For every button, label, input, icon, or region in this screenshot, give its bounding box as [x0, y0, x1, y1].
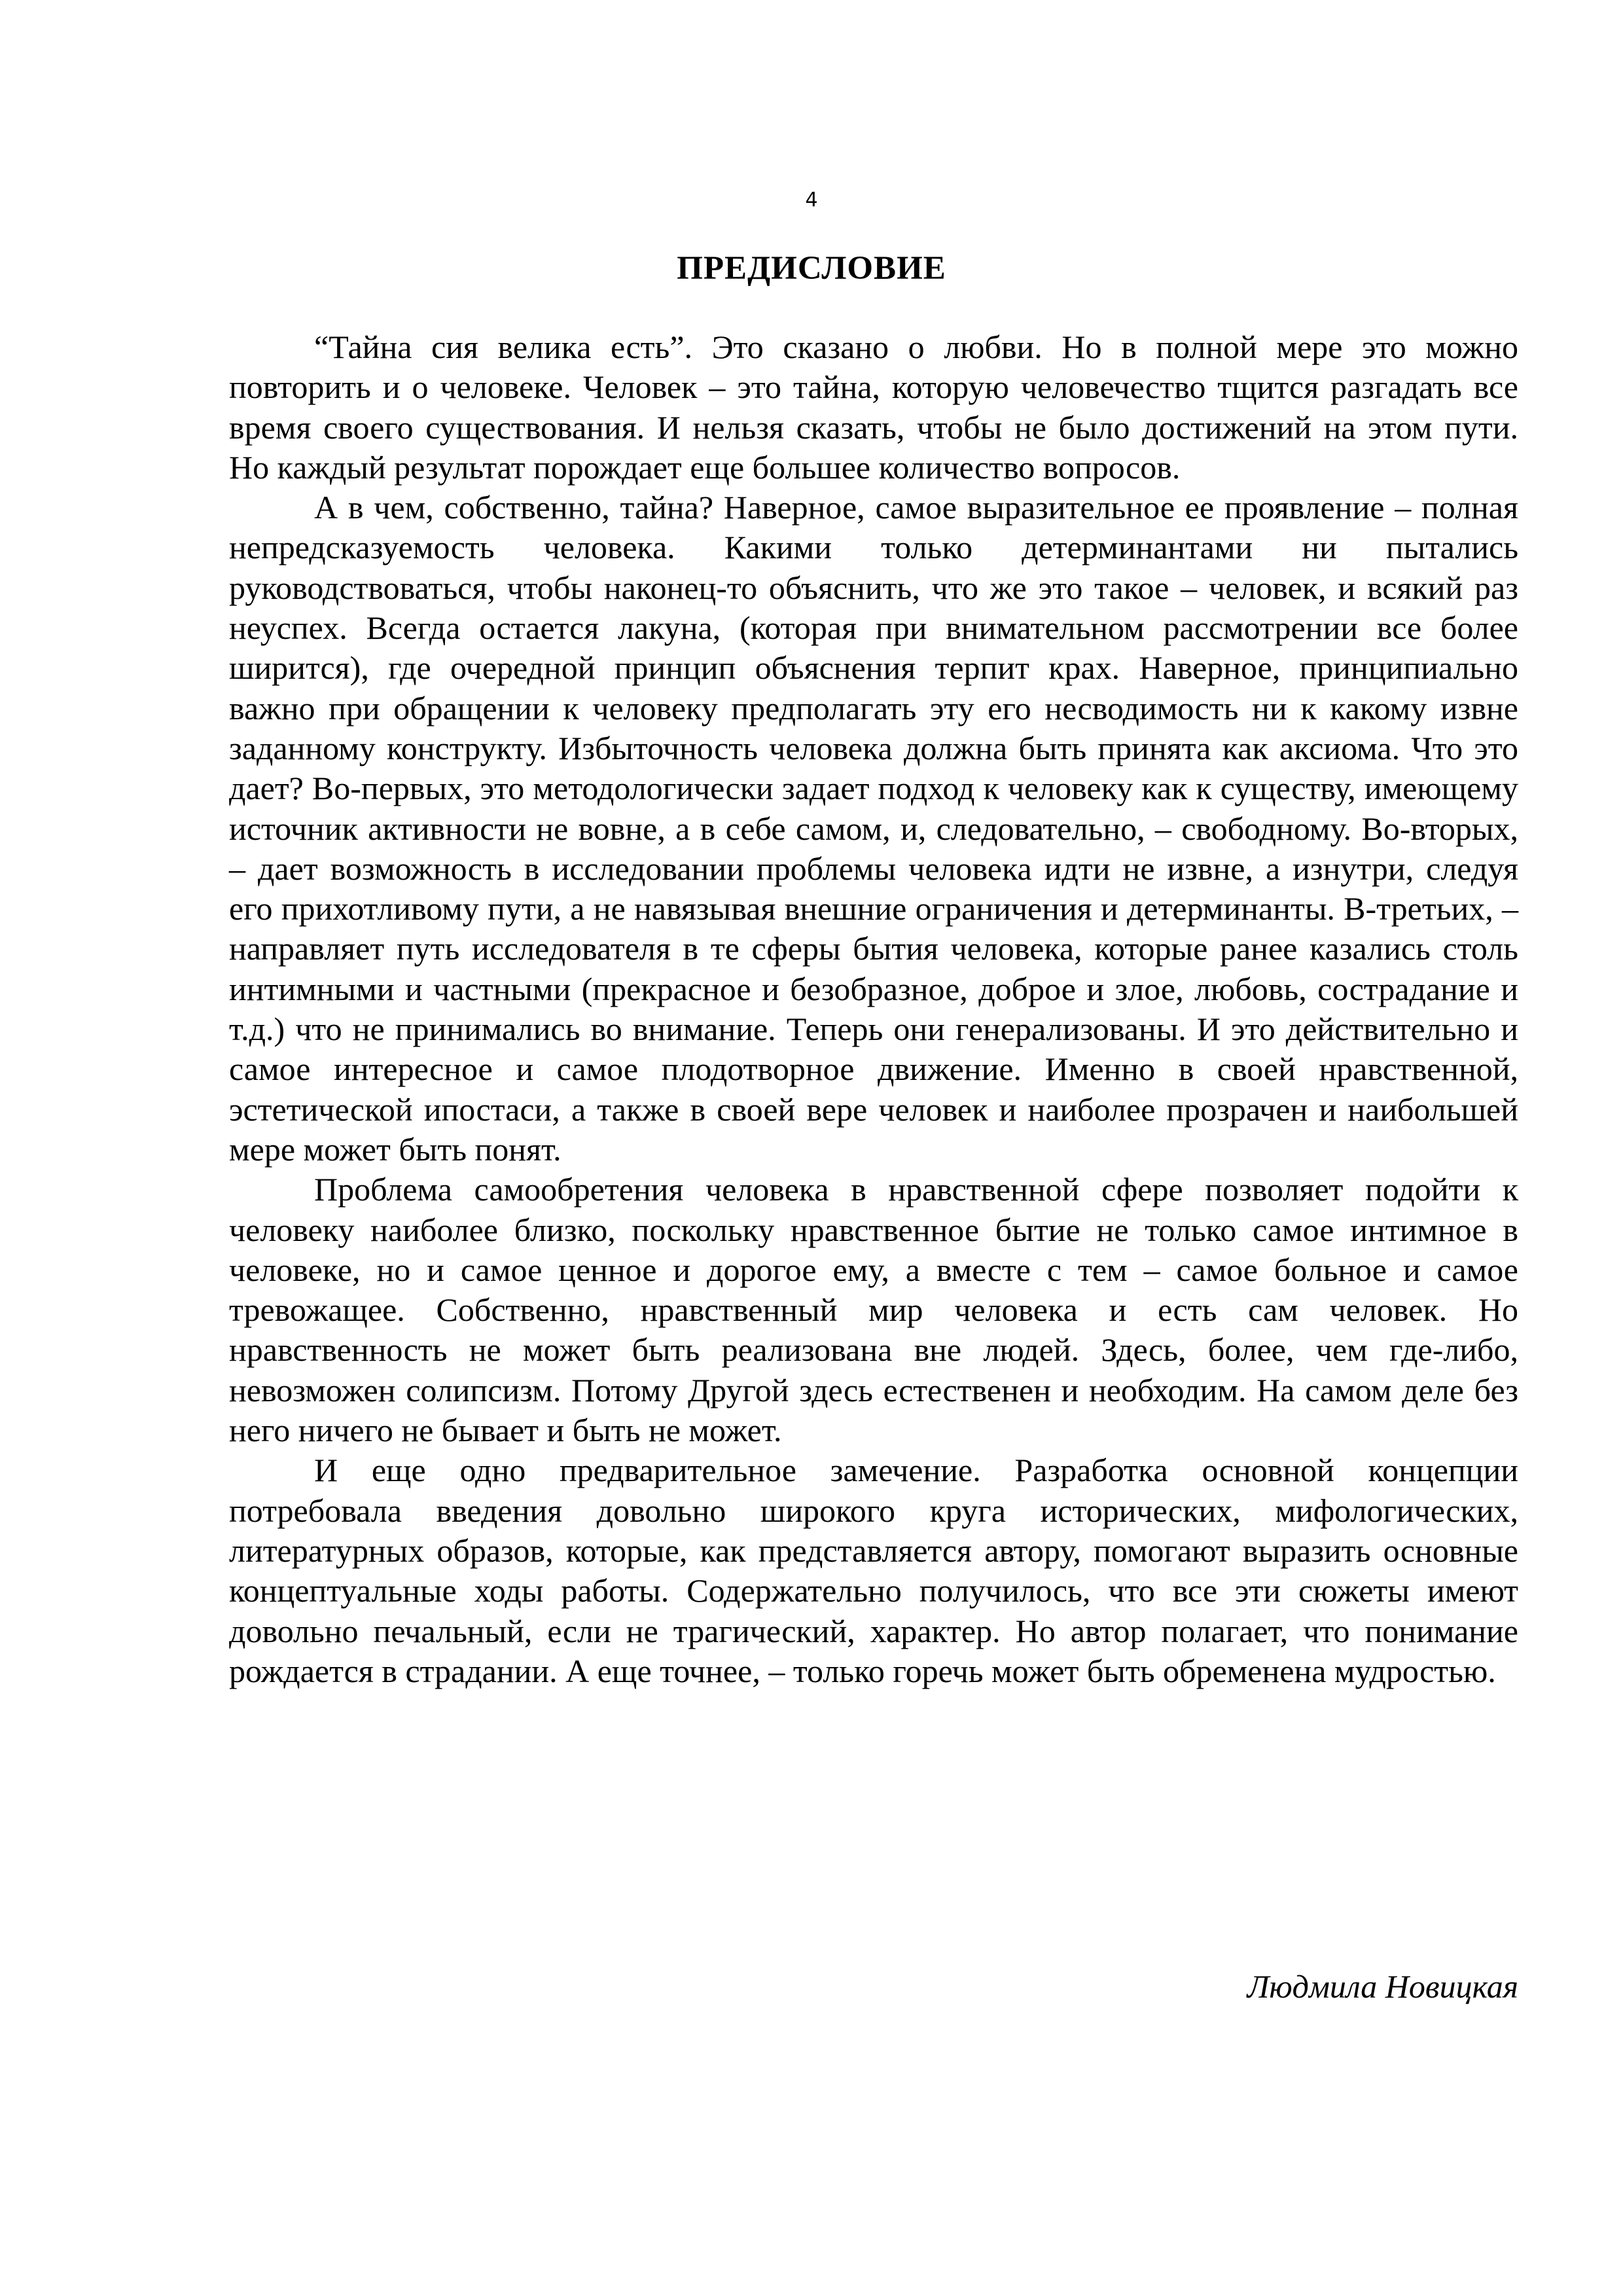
paragraph: А в чем, собственно, тайна? Наверное, самое выразительное ее проявление – полная непредсказуемость человека. Какими только детерминантами ни пытались руководствоваться, чтобы наконец-то объяснить, что же это такое – человек, и всякий раз неуспех. Всегда остается лакуна, (которая при внимательном рассмотрении все более ширится), где очередной принцип объяснения терпит крах. Наверное, принципиально важно при обращении к человеку предполагать эту его несводимость ни к какому извне заданному конструкту. Избыточность человека должна быть принята как аксиома. Что это дает? Во-первых, это методологически задает подход к человеку как к существу, имеющему источник активности не вовне, а в себе самом, и, следовательно, – свободному. Во-вторых, – дает возможность в исследовании проблемы человека идти не извне, а изнутри, следуя его прихотливому пути, а не навязывая внешние ограничения и детерминанты. В-третьих, – направляет путь исследователя в те сферы бытия человека, которые ранее казались столь интимными и частными (прекрасное и безобразное, доброе и злое, любовь, сострадание и т.д.) что не принимались во внимание. Теперь они генерализованы. И это действительно и самое интересное и самое плодотворное движение. Именно в своей нравственной, эстетической ипостаси, а также в своей вере человек и наиболее прозрачен и наибольшей мере может быть понят. — [229, 489, 1518, 1168]
body-text — [229, 327, 1518, 1691]
author-signature: Людмила Новицкая — [1247, 1968, 1518, 2005]
page-number: 4 — [805, 188, 818, 211]
paragraph: И еще одно предварительное замечение. Разработка основной концепции потребовала введения довольно широкого круга исторических, мифологических, литературных образов, которые, как представляется автору, помогают выразить основные концептуальные ходы работы. Содержательно получилось, что все эти сюжеты имеют довольно печальный, если не трагический, характер. Но автор полагает, что понимание рождается в страдании. А еще точнее, – только горечь может быть обременена мудростью. — [229, 1452, 1518, 1689]
page-title: ПРЕДИСЛОВИЕ — [677, 250, 946, 287]
paragraph: “Тайна сия велика есть”. Это сказано о любви. Но в полной мере это можно повторить и о человеке. Человек – это тайна, которую человечество тщится разгадать все время своего существования. И нельзя сказать, чтобы не было достижений на этом пути. Но каждый результат порождает еще большее количество вопросов. — [229, 329, 1518, 486]
paragraph: Проблема самообретения человека в нравственной сфере позволяет подойти к человеку наиболее близко, поскольку нравственное бытие не только самое интимное в человеке, но и самое ценное и дорогое ему, а вместе с тем – самое больное и самое тревожащее. Собственно, нравственный мир человека и есть сам человек. Но нравственность не может быть реализована вне людей. Здесь, более, чем где-либо, невозможен солипсизм. Потому Другой здесь естественен и необходим. На самом деле без него ничего не бывает и быть не может. — [229, 1171, 1518, 1449]
